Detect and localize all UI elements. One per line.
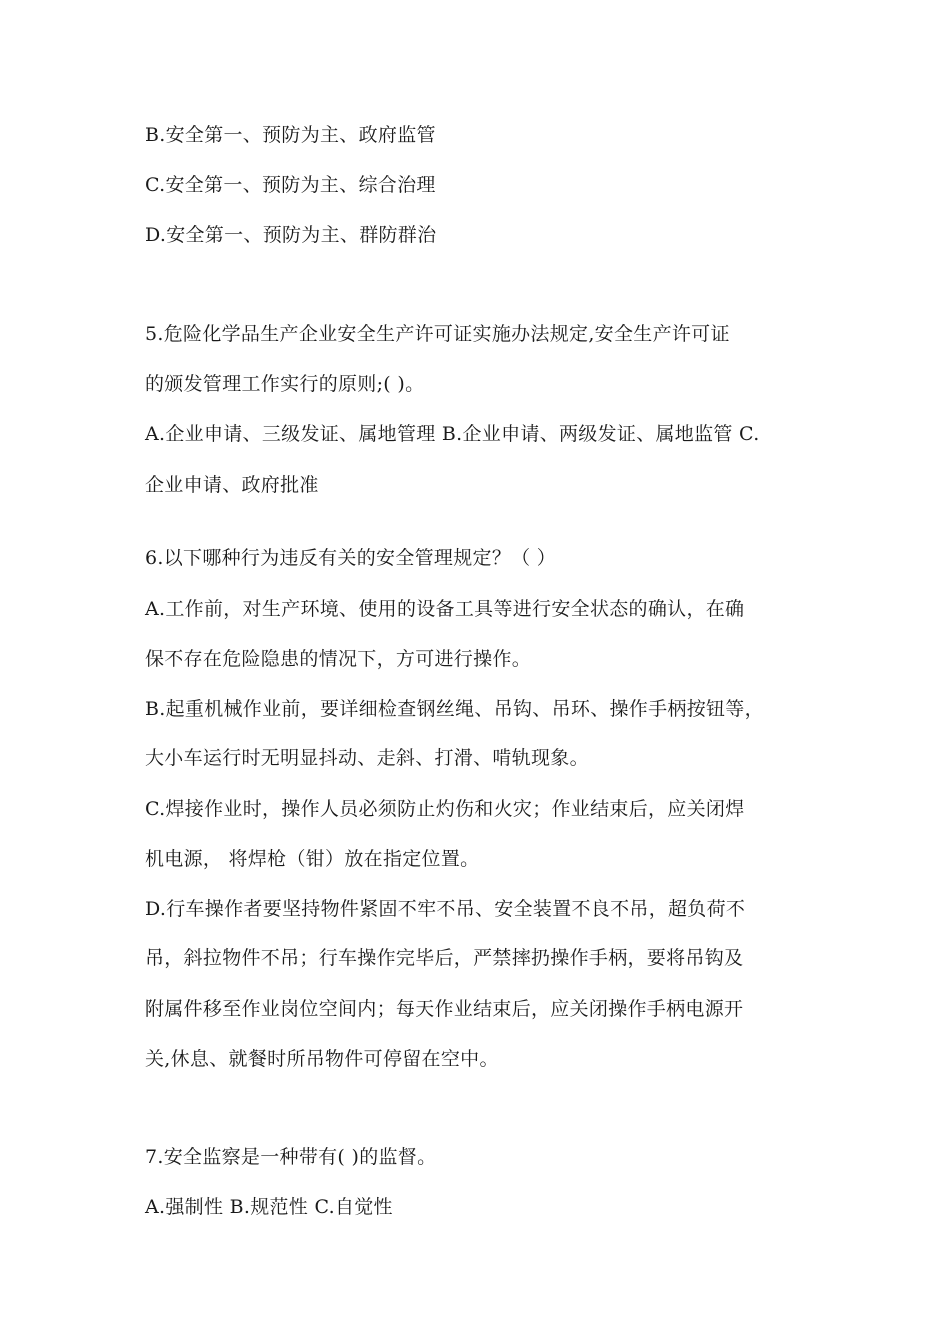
q6-option-c-line-2: 机电源， 将焊枪（钳）放在指定位置。 <box>145 848 480 870</box>
q6-option-d-line-4: 关,休息、就餐时所吊物件可停留在空中。 <box>145 1048 499 1070</box>
q6-option-d-line-1: D.行车操作者要坚持物件紧固不牢不吊、安全装置不良不吊，超负荷不 <box>145 898 746 920</box>
q6-option-b-line-2: 大小车运行时无明显抖动、走斜、打滑、啃轨现象。 <box>145 747 589 769</box>
q6-question: 6.以下哪种行为违反有关的安全管理规定？（ ） <box>145 547 557 569</box>
q5-question-line-1: 5.危险化学品生产企业安全生产许可证实施办法规定,安全生产许可证 <box>145 323 730 345</box>
q6-option-c-line-1: C.焊接作业时，操作人员必须防止灼伤和火灾；作业结束后，应关闭焊 <box>145 798 745 820</box>
q5-options-line-2: 企业申请、政府批准 <box>145 474 319 496</box>
q6-option-b-line-1: B.起重机械作业前，要详细检查钢丝绳、吊钩、吊环、操作手柄按钮等， <box>145 698 764 720</box>
q4-option-c: C.安全第一、预防为主、综合治理 <box>145 174 436 196</box>
q5-question-line-2: 的颁发管理工作实行的原则;( )。 <box>145 373 425 395</box>
q4-option-b: B.安全第一、预防为主、政府监管 <box>145 124 436 146</box>
q7-options: A.强制性 B.规范性 C.自觉性 <box>145 1196 393 1218</box>
q6-option-a-line-1: A.工作前，对生产环境、使用的设备工具等进行安全状态的确认，在确 <box>145 598 745 620</box>
q5-options-line-1: A.企业申请、三级发证、属地管理 B.企业申请、两级发证、属地监管 C. <box>145 423 760 445</box>
q4-option-d: D.安全第一、预防为主、群防群治 <box>145 224 437 246</box>
q6-option-d-line-3: 附属件移至作业岗位空间内；每天作业结束后，应关闭操作手柄电源开 <box>145 998 744 1020</box>
q6-option-d-line-2: 吊，斜拉物件不吊；行车操作完毕后，严禁摔扔操作手柄，要将吊钩及 <box>145 947 744 969</box>
q7-question: 7.安全监察是一种带有( )的监督。 <box>145 1146 437 1168</box>
q6-option-a-line-2: 保不存在危险隐患的情况下，方可进行操作。 <box>145 648 532 670</box>
